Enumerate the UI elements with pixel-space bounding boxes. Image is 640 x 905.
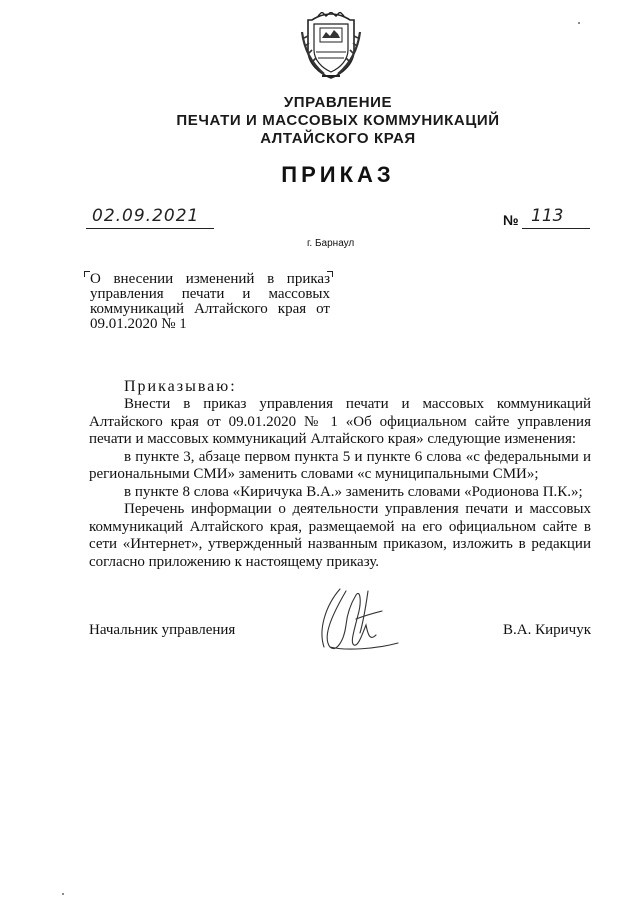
- date-underline: [86, 228, 214, 229]
- body-paragraph: Внести в приказ управления печати и массовых коммуникаций Алтайского края от 09.01.2020 № 1 «Об официальном сайте управления печати и массовых коммуникаций Алтайского края» следующие изменения:: [89, 396, 591, 447]
- coat-of-arms-icon: [300, 12, 362, 80]
- city-label: г. Барнаул: [307, 238, 355, 249]
- scan-speck: [62, 893, 64, 895]
- signer-name: В.А. Киричук: [503, 622, 591, 638]
- order-subject: О внесении изменений в приказ управления печати и массовых коммуникаций Алтайского края от 09.01.2020 № 1: [90, 271, 330, 332]
- number-underline: [522, 228, 590, 229]
- order-directive: Приказываю:: [124, 378, 237, 395]
- org-name-line-2: ПЕЧАТИ И МАССОВЫХ КОММУНИКАЦИЙ: [176, 112, 500, 129]
- scan-speck: [578, 22, 580, 24]
- body-paragraph: в пункте 3, абзаце первом пункта 5 и пункте 6 слова «с федеральными и региональными СМИ» заменить словами «с муниципальными СМИ»;: [89, 448, 591, 482]
- body-paragraph: Перечень информации о деятельности управления печати и массовых коммуникаций Алтайского края, размещаемой на его официальном сайте в сети «Интернет», утвержденный названным приказом, изложить в редакции согласно приложению к настоящему приказу.: [89, 501, 591, 570]
- order-date: 02.09.2021: [92, 206, 200, 226]
- order-number: 113: [531, 206, 564, 226]
- handwritten-signature: [316, 585, 406, 655]
- number-sign: №: [503, 212, 519, 228]
- order-body: [89, 396, 591, 571]
- document-type-title: ПРИКАЗ: [281, 162, 395, 187]
- org-name-line-1: УПРАВЛЕНИЕ: [283, 94, 393, 111]
- signer-title: Начальник управления: [89, 622, 236, 638]
- body-paragraph: в пункте 8 слова «Киричука В.А.» заменить словами «Родионова П.К.»;: [124, 483, 583, 500]
- org-name-line-3: АЛТАЙСКОГО КРАЯ: [260, 130, 416, 147]
